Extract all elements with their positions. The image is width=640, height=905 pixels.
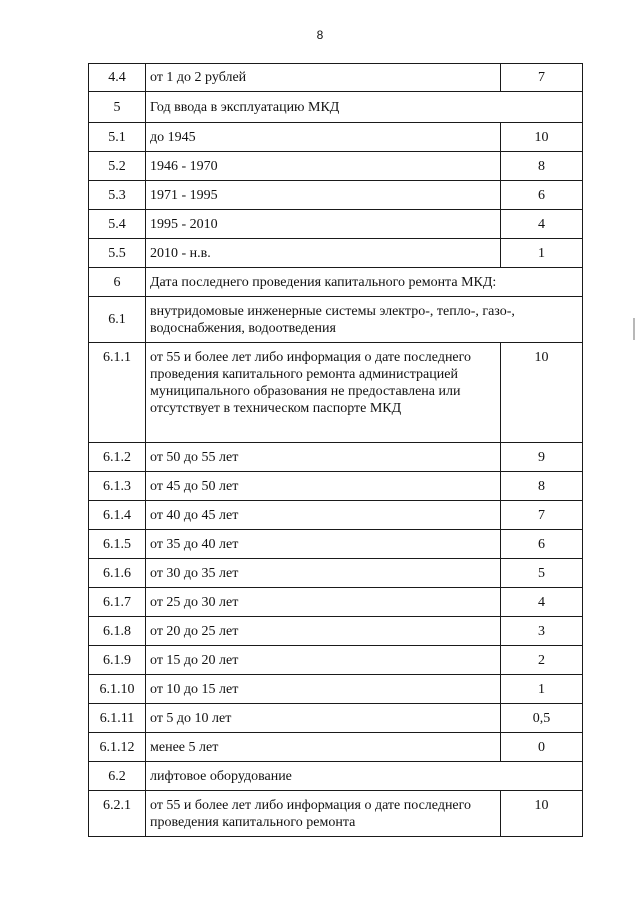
page-number: 8 [316,28,324,42]
row-score: 0 [501,733,583,762]
row-score: 4 [501,210,583,239]
row-number: 6.2.1 [89,791,146,837]
table-row [89,181,583,210]
table-row [89,297,583,343]
row-number: 4.4 [89,64,146,92]
row-number: 6.1.7 [89,588,146,617]
row-score: 0,5 [501,704,583,733]
row-description: Год ввода в эксплуатацию МКД [146,92,583,123]
row-score: 7 [501,501,583,530]
row-number: 5.2 [89,152,146,181]
row-number: 5.1 [89,123,146,152]
row-score: 9 [501,443,583,472]
row-description: внутридомовые инженерные системы электро-, тепло-, газо-, водоснабжения, водоотведения [146,297,583,343]
row-number: 6 [89,268,146,297]
table-row [89,559,583,588]
table-row [89,64,583,92]
row-description: 2010 - н.в. [146,239,501,268]
row-description: от 20 до 25 лет [146,617,501,646]
row-description: менее 5 лет [146,733,501,762]
row-number: 6.1.12 [89,733,146,762]
row-description: 1995 - 2010 [146,210,501,239]
row-number: 5.4 [89,210,146,239]
row-description: от 15 до 20 лет [146,646,501,675]
row-score: 5 [501,559,583,588]
row-description: 1946 - 1970 [146,152,501,181]
row-description: от 45 до 50 лет [146,472,501,501]
row-score: 8 [501,152,583,181]
row-number: 6.1.8 [89,617,146,646]
row-description: Дата последнего проведения капитального ремонта МКД: [146,268,583,297]
row-number: 6.1 [89,297,146,343]
row-score: 1 [501,239,583,268]
table-row [89,762,583,791]
row-score: 7 [501,64,583,92]
table-row [89,675,583,704]
row-description: до 1945 [146,123,501,152]
row-number: 6.1.9 [89,646,146,675]
row-score: 6 [501,181,583,210]
row-number: 6.2 [89,762,146,791]
row-number: 5 [89,92,146,123]
row-number: 5.5 [89,239,146,268]
table-row [89,268,583,297]
table-row [89,92,583,123]
row-score: 10 [501,343,583,443]
table-row [89,472,583,501]
criteria-table [88,63,583,837]
table-row [89,704,583,733]
criteria-table-body [89,64,583,837]
row-description: от 1 до 2 рублей [146,64,501,92]
table-row [89,530,583,559]
row-number: 6.1.6 [89,559,146,588]
table-row [89,152,583,181]
row-number: 6.1.4 [89,501,146,530]
row-number: 6.1.5 [89,530,146,559]
row-score: 10 [501,123,583,152]
row-description: от 25 до 30 лет [146,588,501,617]
table-row [89,733,583,762]
row-number: 6.1.10 [89,675,146,704]
row-description: 1971 - 1995 [146,181,501,210]
row-score: 8 [501,472,583,501]
table-row [89,617,583,646]
row-description: лифтовое оборудование [146,762,583,791]
row-description: от 55 и более лет либо информация о дате последнего проведения капитального ремонта [146,791,501,837]
table-row [89,588,583,617]
row-number: 6.1.2 [89,443,146,472]
table-row [89,501,583,530]
row-number: 6.1.3 [89,472,146,501]
row-score: 2 [501,646,583,675]
row-score: 10 [501,791,583,837]
row-description: от 5 до 10 лет [146,704,501,733]
row-description: от 40 до 45 лет [146,501,501,530]
scan-artifact-mark [633,318,635,340]
table-row [89,239,583,268]
table-row [89,123,583,152]
row-description: от 10 до 15 лет [146,675,501,704]
table-row [89,210,583,239]
row-score: 1 [501,675,583,704]
row-number: 6.1.1 [89,343,146,443]
row-score: 3 [501,617,583,646]
row-score: 4 [501,588,583,617]
row-score: 6 [501,530,583,559]
table-row [89,646,583,675]
table-row [89,343,583,443]
row-number: 5.3 [89,181,146,210]
table-row [89,791,583,837]
row-description: от 55 и более лет либо информация о дате последнего проведения капитального ремонта администрацией муниципального образования не предоставлена или отсутствует в техническом паспорте МКД [146,343,501,443]
row-description: от 50 до 55 лет [146,443,501,472]
table-row [89,443,583,472]
row-number: 6.1.11 [89,704,146,733]
row-description: от 30 до 35 лет [146,559,501,588]
row-description: от 35 до 40 лет [146,530,501,559]
